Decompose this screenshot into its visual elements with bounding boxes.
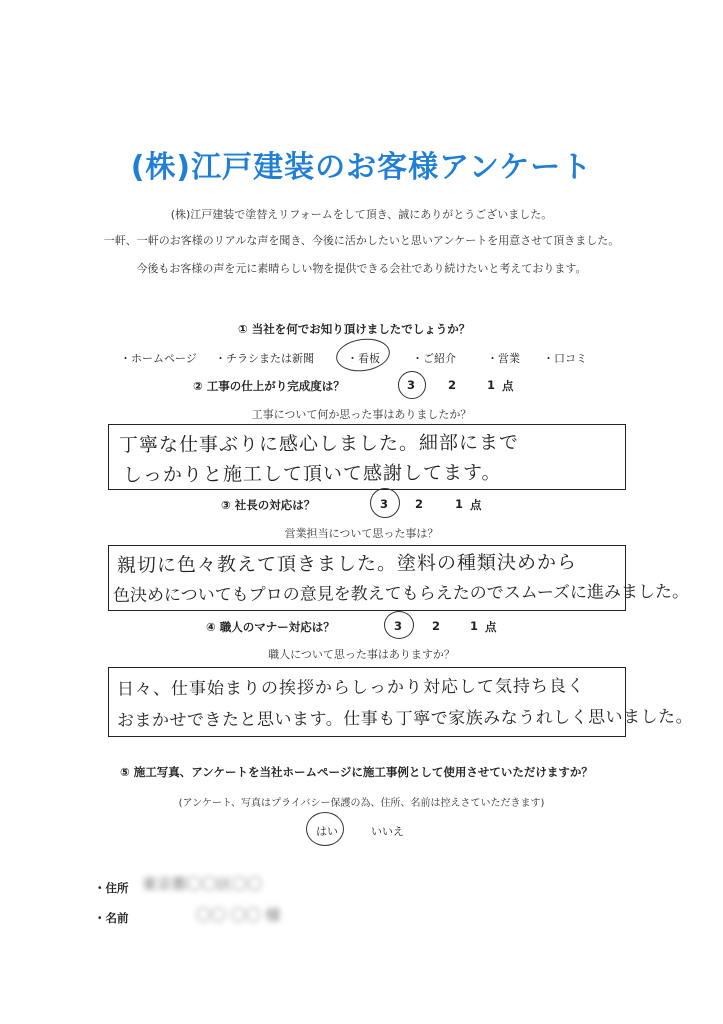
- address-value-blurred: 東京都〇〇区〇〇: [142, 875, 263, 893]
- page-title: (株)江戸建装のお客様アンケート: [130, 150, 593, 185]
- q5-privacy-note: (アンケート、写真はプライバシー保護の為、住所、名前は控えさていただきます): [178, 798, 545, 809]
- q1-option-homepage[interactable]: ・ホームページ: [120, 352, 197, 365]
- q4-score-2[interactable]: 2: [432, 619, 441, 633]
- selection-circle-q3: [370, 488, 400, 518]
- q1-option-signboard[interactable]: ・看板: [347, 352, 380, 365]
- q1-option-sales[interactable]: ・営業: [487, 352, 520, 365]
- selection-circle-q4: [384, 611, 414, 639]
- question-3-label: ③ 社長の対応は？: [221, 498, 316, 512]
- q2-points-unit: 点: [502, 379, 514, 393]
- q3-answer-line-1: 親切に色々教えて頂きました。塗料の種類決めから: [116, 551, 578, 577]
- selection-circle-signboard: [334, 335, 392, 374]
- intro-line-1: (株)江戸建装で塗替えリフォームをして頂き、誠にありがとうございました。: [170, 208, 553, 221]
- address-label: ・住所: [94, 881, 129, 895]
- q3-score-3[interactable]: 3: [380, 497, 389, 511]
- q1-option-wordofmouth[interactable]: ・口コミ: [543, 352, 587, 365]
- q4-subquestion: 職人について思った事はありますか？: [268, 648, 455, 661]
- question-4-label: ④ 職人のマナー対応は？: [206, 620, 335, 634]
- intro-line-3: 今後もお客様の声を元に素晴らしい物を提供できる会社であり続けたいと考えております。: [136, 262, 587, 275]
- q2-answer-box[interactable]: [108, 424, 626, 490]
- selection-circle-yes: [306, 812, 344, 846]
- name-value-blurred: 〇〇 〇〇 様: [196, 906, 281, 924]
- q5-yes-option[interactable]: はい: [316, 825, 338, 838]
- question-1-label: ① 当社を何でお知り頂けましたでしょうか？: [238, 322, 471, 336]
- q4-score-3[interactable]: 3: [394, 619, 403, 633]
- q3-subquestion: 営業担当について思った事は？: [284, 527, 439, 540]
- q3-answer-line-2: 色決めについてもプロの意見を教えてもらえたのでスムーズに進みました。: [112, 581, 690, 607]
- q2-answer-line-2: しっかりと施工して頂いて感謝してます。: [122, 461, 502, 487]
- q3-answer-box[interactable]: [108, 545, 690, 611]
- q1-option-referral[interactable]: ・ご紹介: [412, 352, 456, 365]
- q4-answer-line-1: 日々、仕事始まりの挨拶からしっかり対応して気持ち良く: [116, 676, 586, 700]
- q2-score-2[interactable]: 2: [448, 378, 457, 392]
- q3-score-2[interactable]: 2: [415, 497, 424, 511]
- question-5-label: ⑤ 施工写真、アンケートを当社ホームページに施工事例として使用させていただけますか？: [120, 765, 593, 779]
- q4-answer-box[interactable]: [108, 667, 694, 737]
- intro-line-2: 一軒、一軒のお客様のリアルな声を聞き、今後に活かしたいと思いアンケートを用意させて頂きました。: [103, 234, 620, 247]
- q4-points-unit: 点: [485, 620, 497, 634]
- q4-answer-line-2: おまかせできたと思います。仕事も丁寧で家族みなうれしく思いました。: [116, 706, 694, 732]
- q3-score-1[interactable]: 1: [455, 497, 464, 511]
- q4-score-1[interactable]: 1: [470, 619, 479, 633]
- question-2-label: ② 工事の仕上がり完成度は？: [193, 379, 345, 393]
- q2-subquestion: 工事について何か思った事はありましたか？: [251, 408, 472, 421]
- name-label: ・名前: [94, 911, 129, 925]
- q2-answer-line-1: 丁寧な仕事ぶりに感心しました。細部にまで: [118, 431, 520, 457]
- q1-option-flyer[interactable]: ・チラシまたは新聞: [215, 352, 314, 365]
- selection-circle-q2: [398, 371, 426, 399]
- q2-score-3[interactable]: 3: [407, 378, 416, 392]
- q5-no-option[interactable]: いいえ: [371, 825, 404, 838]
- q3-points-unit: 点: [470, 498, 482, 512]
- q2-score-1[interactable]: 1: [487, 378, 496, 392]
